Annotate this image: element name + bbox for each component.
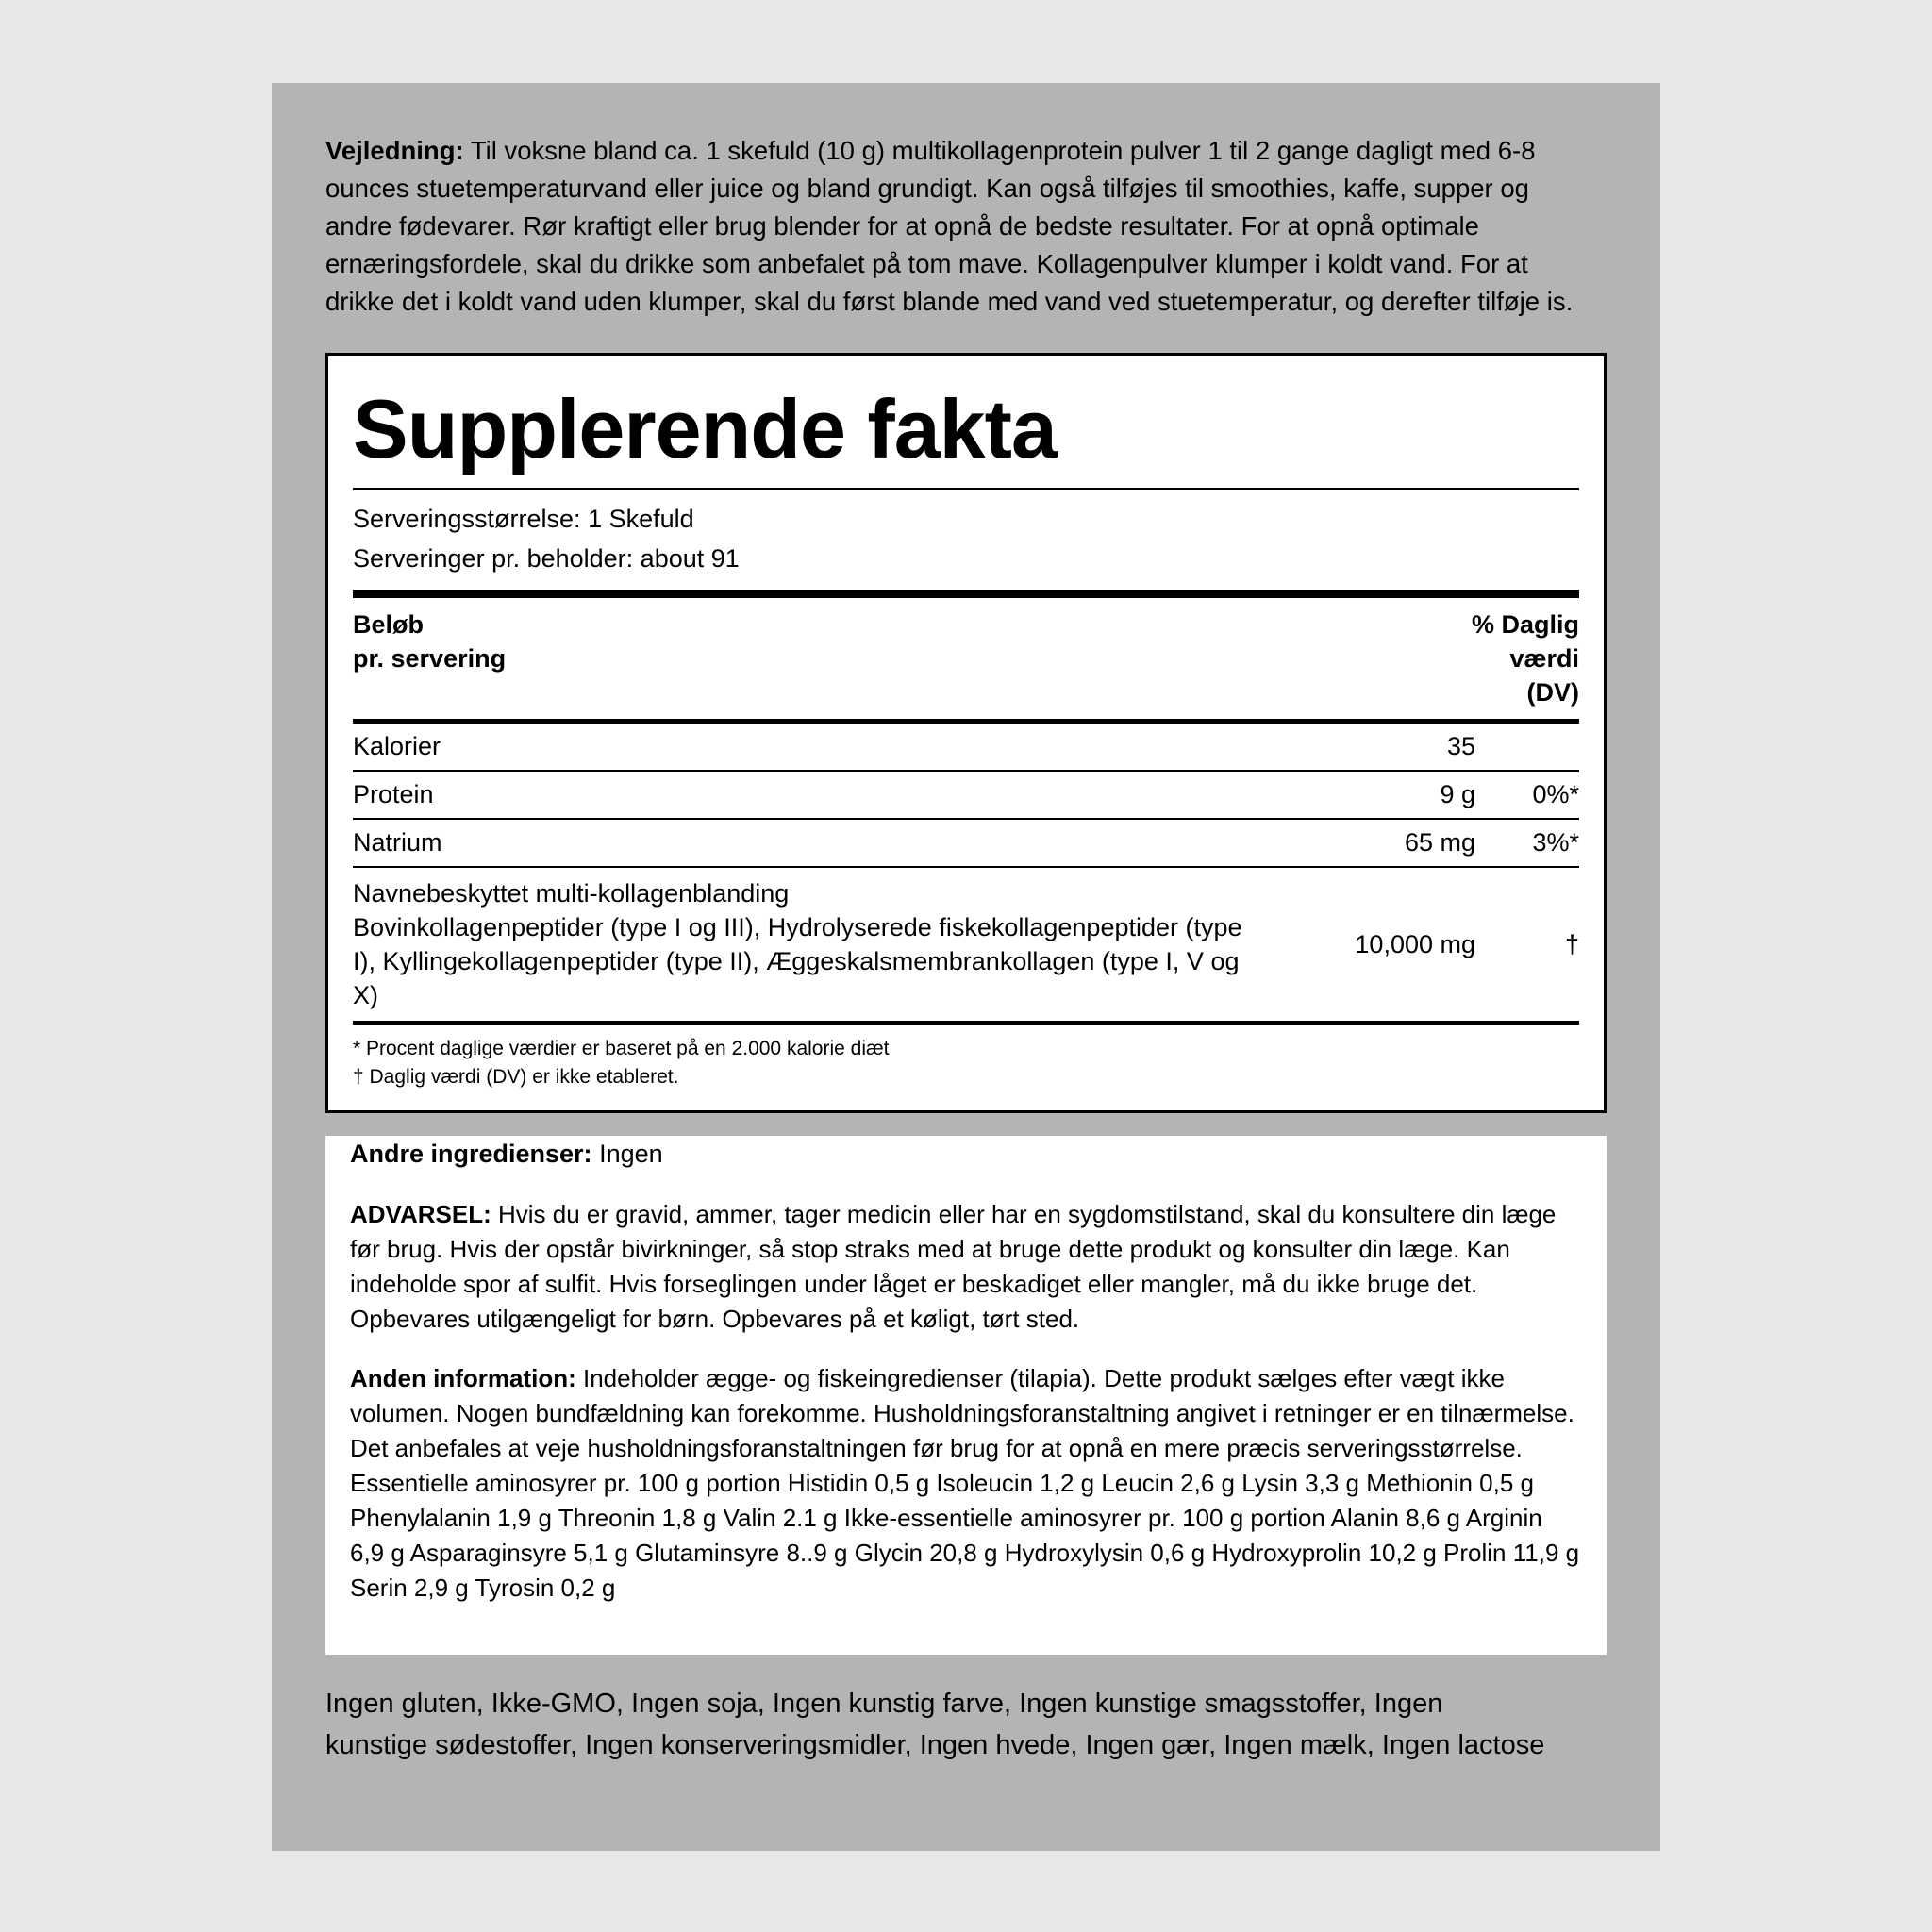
supplemental-text-block	[325, 1136, 1607, 1655]
blend-name-cell	[353, 867, 1258, 1021]
nutrient-name: Natrium	[353, 819, 1258, 867]
divider-thick-above-amount	[353, 590, 1579, 598]
daily-value-heading	[1472, 608, 1579, 709]
amount-heading-line1: Beløb	[353, 610, 425, 639]
blend-title: Navnebeskyttet multi-kollagenblanding	[353, 879, 790, 908]
dv-heading-line2: værdi	[1509, 644, 1579, 673]
other-information-label: Anden information:	[350, 1364, 576, 1392]
nutrients-table	[353, 724, 1579, 1021]
nutrient-amount: 65 mg	[1258, 819, 1475, 867]
directions-label: Vejledning:	[325, 136, 464, 165]
other-ingredients-label: Andre ingredienser:	[350, 1140, 592, 1168]
nutrient-dv: 3%*	[1475, 819, 1579, 867]
nutrient-name: Protein	[353, 771, 1258, 819]
table-row	[353, 867, 1579, 1021]
dv-heading-line1: % Daglig	[1471, 610, 1579, 639]
nutrient-dv	[1475, 724, 1579, 771]
nutrient-name: Kalorier	[353, 732, 441, 760]
serving-size-line: Serveringsstørrelse: 1 Skefuld	[353, 505, 694, 533]
blend-amount: 10,000 mg	[1258, 867, 1475, 1021]
amount-heading-line2: pr. servering	[353, 644, 507, 673]
label-content	[325, 132, 1607, 1793]
other-ingredients-paragraph	[350, 1136, 1582, 1172]
free-of-claims: Ingen gluten, Ikke-GMO, Ingen soja, Ingen kunstig farve, Ingen kunstige smagsstoffer, Ingen kunstige sødestoffer, Ingen konserveringsmidler, Ingen hvede, Ingen gær, Ingen mælk, Ingen lactose	[325, 1689, 1545, 1760]
other-information-paragraph	[350, 1361, 1582, 1606]
table-row	[353, 771, 1579, 819]
other-ingredients-text: Ingen	[591, 1140, 663, 1168]
blend-dv: †	[1475, 867, 1579, 1021]
nutrient-amount: 35	[1446, 732, 1475, 760]
footnote-dagger: † Daglig værdi (DV) er ikke etableret.	[353, 1066, 679, 1088]
footnote-daily-value: * Procent daglige værdier er baseret på en 2.000 kalorie diæt	[353, 1038, 890, 1059]
label-panel	[272, 83, 1660, 1851]
nutrient-amount: 9 g	[1258, 771, 1475, 819]
blend-components: Bovinkollagenpeptider (type I og III), Hydrolyserede fiskekollagenpeptider (type I), Kyllingekollagenpeptider (type II), Æggeskalsmembrankollagen (type I, V og X)	[353, 913, 1242, 1009]
footnotes	[353, 1025, 1579, 1091]
warning-paragraph	[350, 1197, 1582, 1337]
table-row	[353, 724, 1579, 771]
servings-per-container-line: Serveringer pr. beholder: about 91	[353, 544, 740, 573]
directions-text: Til voksne bland ca. 1 skefuld (10 g) multikollagenprotein pulver 1 til 2 gange dagligt med 6-8 ounces stuetemperaturvand eller juice og bland grundigt. Kan også tilføjes til smoothies, kaffe, supper og andre fødevarer. Rør kraftigt eller brug blender for at opnå de bedste resultater. For at opnå optimale ernæringsfordele, skal du drikke som anbefalet på tom mave. Kollagenpulver klumper i koldt vand. For at drikke det i koldt vand uden klumper, skal du først blande med vand ved stuetemperatur, og derefter tilføje is.	[325, 136, 1574, 316]
dv-heading-line3: (DV)	[1526, 678, 1579, 707]
table-row	[353, 819, 1579, 867]
directions-paragraph	[325, 132, 1591, 321]
supplement-facts-title: Supplerende fakta	[353, 382, 1057, 475]
other-information-text: Indeholder ægge- og fiskeingredienser (tilapia). Dette produkt sælges efter vægt ikke volumen. Nogen bundfældning kan forekomme. Husholdningsforanstaltning angivet i retninger er en tilnærmelse. Det anbefales at veje husholdningsforanstaltningen før brug for at opnå en mere præcis serveringsstørrelse. Essentielle aminosyrer pr. 100 g portion Histidin 0,5 g Isoleucin 1,2 g Leucin 2,6 g Lysin 3,3 g Methionin 0,5 g Phenylalanin 1,9 g Threonin 1,8 g Valin 2.1 g Ikke-essentielle aminosyrer pr. 100 g portion Alanin 8,6 g Arginin 6,9 g Asparaginsyre 5,1 g Glutaminsyre 8..9 g Glycin 20,8 g Hydroxylysin 0,6 g Hydroxyprolin 10,2 g Prolin 11,9 g Serin 2,9 g Tyrosin 0,2 g	[350, 1364, 1580, 1602]
amount-header-row	[353, 598, 1579, 719]
warning-text: Hvis du er gravid, ammer, tager medicin eller har en sygdomstilstand, skal du konsultere din læge før brug. Hvis der opstår bivirkninger, så stop straks med at bruge dette produkt og konsulter din læge. Kan indeholde spor af sulfit. Hvis forseglingen under låget er beskadiget eller mangler, må du ikke bruge det. Opbevares utilgængeligt for børn. Opbevares på et køligt, tørt sted.	[350, 1200, 1557, 1333]
nutrient-dv: 0%*	[1475, 771, 1579, 819]
supplement-facts-box	[325, 353, 1607, 1113]
warning-label: ADVARSEL:	[350, 1200, 491, 1228]
amount-per-serving-heading	[353, 608, 506, 675]
